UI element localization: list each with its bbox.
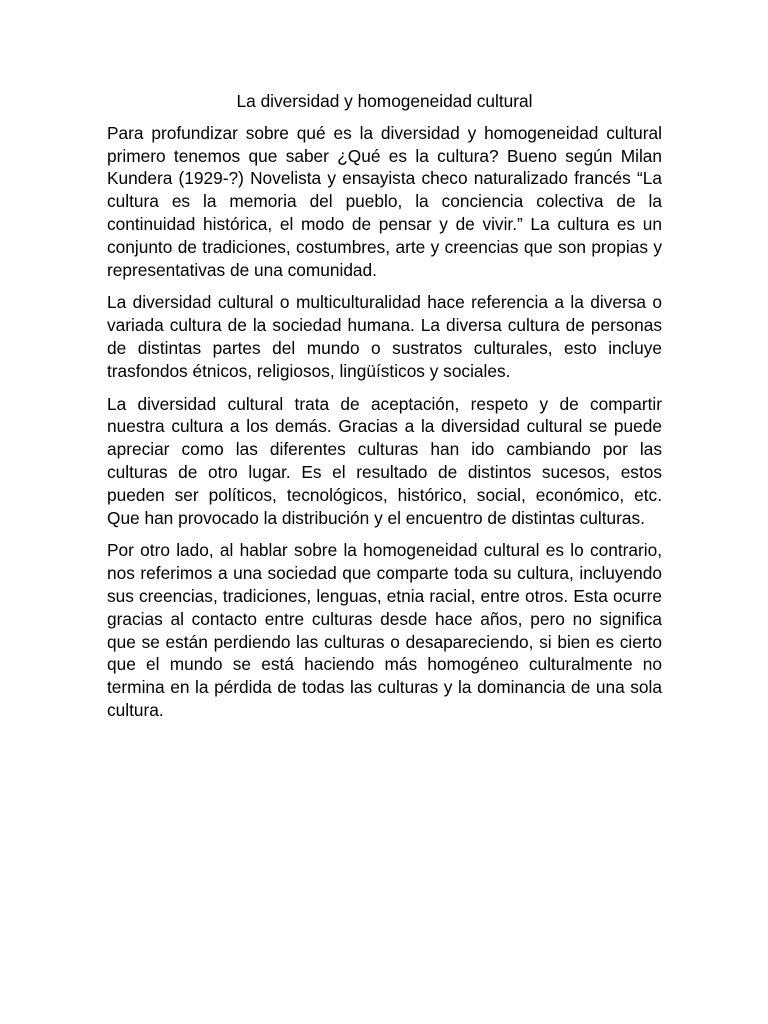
- paragraph-cultural-diversity: La diversidad cultural o multiculturalidad hace referencia a la diversa o variada cultura de la sociedad humana. La diversa cultura de personas de distintas partes del mundo o sustratos culturales, esto incluye trasfondos étnicos, religiosos, lingüísticos y sociales.: [107, 292, 662, 381]
- paragraph-culture-definition: Para profundizar sobre qué es la diversidad y homogeneidad cultural primero tenemos que saber ¿Qué es la cultura? Bueno según Milan Kundera (1929-?) Novelista y ensayista checo naturalizado francés “La cultura es la memoria del pueblo, la conciencia colectiva de la continuidad histórica, el modo de pensar y de vivir.” La cultura es un conjunto de tradiciones, costumbres, arte y creencias que son propias y representativas de una comunidad.: [107, 122, 662, 280]
- document-title: La diversidad y homogeneidad cultural: [236, 91, 533, 111]
- paragraph-diversity-acceptance: La diversidad cultural trata de aceptación, respeto y de compartir nuestra cultura a los demás. Gracias a la diversidad cultural se puede apreciar como las diferentes culturas han ido cambiando por las culturas de otro lugar. Es el resultado de distintos sucesos, estos pueden ser políticos, tecnológicos, histórico, social, económico, etc. Que han provocado la distribución y el encuentro de distintas culturas.: [107, 393, 662, 528]
- paragraph-cultural-homogeneity: Por otro lado, al hablar sobre la homogeneidad cultural es lo contrario, nos referimos a una sociedad que comparte toda su cultura, incluyendo sus creencias, tradiciones, lenguas, etnia racial, entre otros. Esta ocurre gracias al contacto entre culturas desde hace años, pero no significa que se están perdiendo las culturas o desapareciendo, si bien es cierto que el mundo se está haciendo más homogéneo culturalmente no termina en la pérdida de todas las culturas y la dominancia de una sola cultura.: [107, 540, 662, 720]
- document-body: [107, 90, 662, 732]
